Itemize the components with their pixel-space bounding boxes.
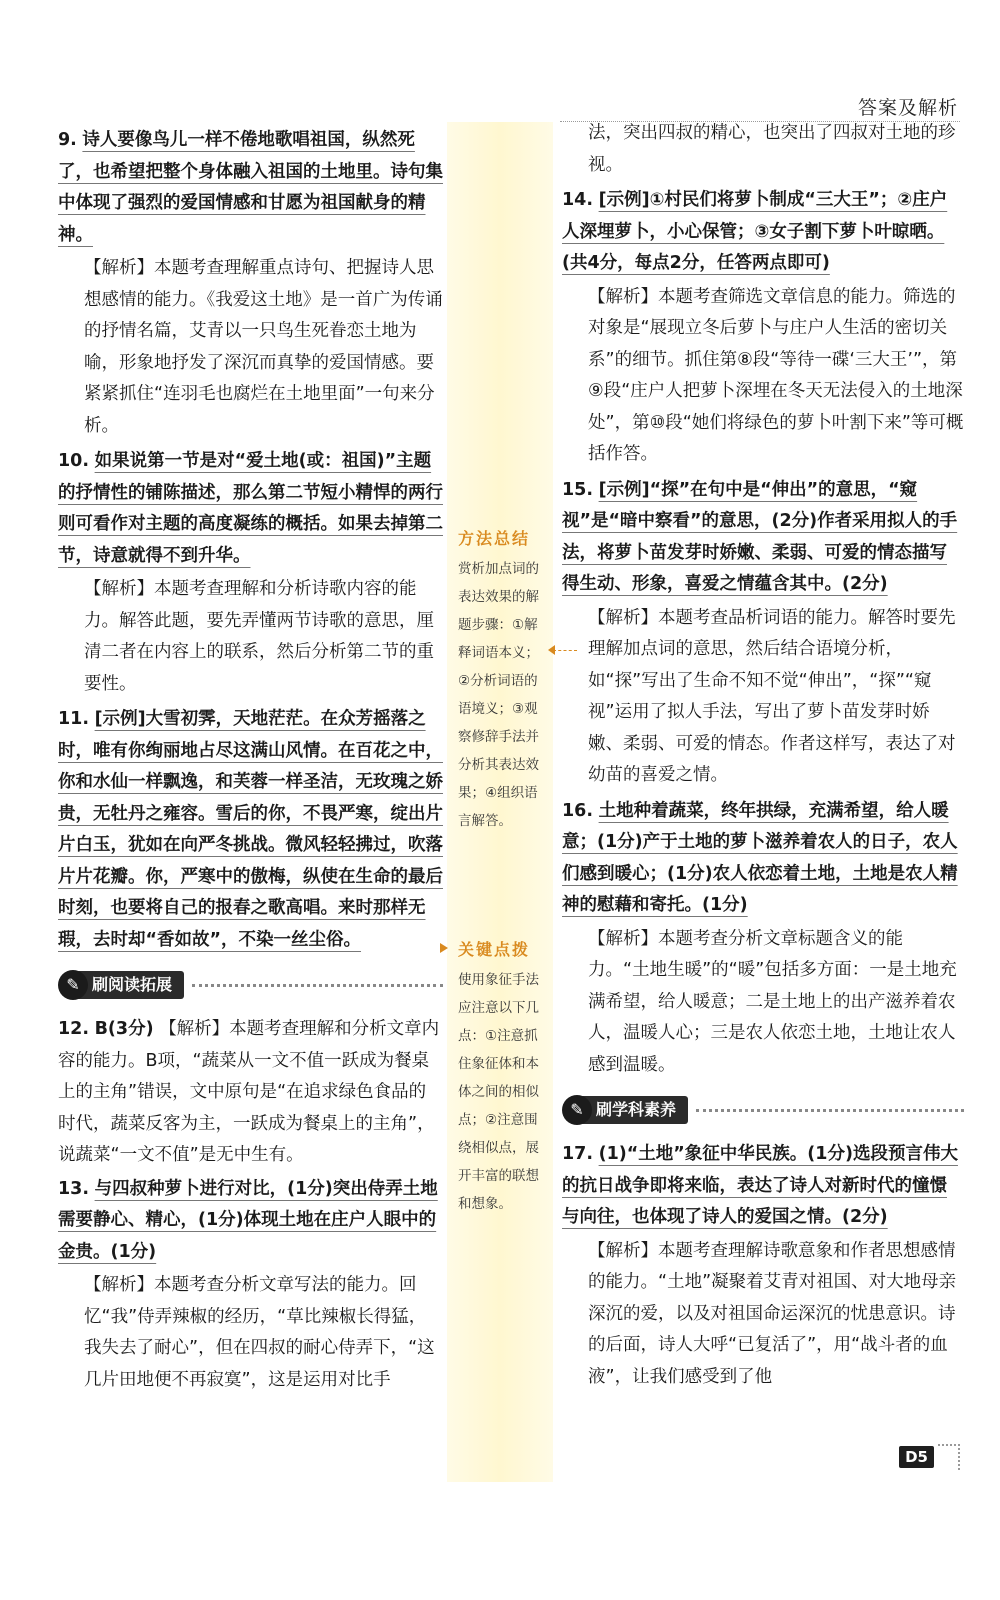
method-summary-box — [458, 525, 550, 835]
arrow-right-icon — [440, 943, 448, 953]
answer-text: [示例]“探”在句中是“伸出”的意思，“窥视”是“暗中察看”的意思，(2分)作者采用拟人的手法，将萝卜苗发芽时娇嫩、柔弱、可爱的情态描写得生动、形象，喜爱之情蕴含其中。(2分) — [562, 479, 958, 594]
question-number: 12. — [58, 1019, 90, 1039]
analysis-text: 【解析】本题考查理解诗歌意象和作者思想感情的能力。“土地”凝聚着艾青对祖国、对大地母亲深沉的爱，以及对祖国命运深沉的忧患意识。诗的后面，诗人大呼“已复活了”，用“战斗者的血液”，让我们感受到了他 — [588, 1240, 957, 1387]
method-summary-text: 赏析加点词的表达效果的解题步骤：①解释词语本义；②分析词语的语境义；③观察修辞手法并分析其表达效果；④组织语言解答。 — [458, 561, 539, 829]
answer-text: 如果说第一节是对“爱土地(或：祖国)”主题的抒情性的铺陈描述，那么第二节短小精悍的两行则可看作对主题的高度凝练的概括。如果去掉第二节，诗意就得不到升华。 — [58, 451, 443, 566]
analysis-text: 【解析】本题考查分析文章标题含义的能力。“土地生暖”的“暖”包括多方面：一是土地充满希望，给人暖意；二是土地上的出产滋养着农人，温暖人心；三是农人依恋土地，土地让农人感到温暖。 — [588, 928, 957, 1075]
pencil-icon: ✎ — [58, 970, 88, 1000]
key-tip-box — [458, 936, 550, 1218]
question-number: 17. — [562, 1144, 594, 1164]
answer-text: (1)“土地”象征中华民族。(1分)选段预言伟大的抗日战争即将来临，表达了诗人对新时代的憧憬与向往，也体现了诗人的爱国之情。(2分) — [562, 1144, 958, 1227]
answer-text: [示例]大雪初霁，天地茫茫。在众芳摇落之时，唯有你绚丽地占尽这满山风情。在百花之中，你和水仙一样飘逸，和芙蓉一样圣洁，无玫瑰之娇贵，无牡丹之雍容。雪后的你，不畏严寒，绽出片片白玉，犹如在向严冬挑战。微风轻轻拂过，吹落片片花瓣。你，严寒中的傲梅，纵使在生命的最后时刻，也要将自己的报春之歌高唱。来时那样无瑕，去时却“香如故”，不染一丝尘俗。 — [58, 709, 443, 950]
analysis-text: 【解析】本题考查筛选文章信息的能力。筛选的对象是“展现立冬后萝卜与庄户人生活的密切关系”的细节。抓住第⑧段“等待一碟‘三大王’”，第⑨段“庄户人把萝卜深埋在冬天无法侵入的土地深处”，第⑩段“她们将绿色的萝卜叶割下来”等可概括作答。 — [588, 286, 964, 464]
analysis-text: 【解析】本题考查品析词语的能力。解答时要先理解加点词的意思，然后结合语境分析，如“探”写出了生命不知不觉“伸出”，“探”“窥视”运用了拟人手法，写出了萝卜苗发芽时娇嫩、柔弱、可爱的情态。作者这样写，表达了对幼苗的喜爱之情。 — [588, 607, 956, 785]
question-number: 9. — [58, 130, 77, 150]
question-number: 14. — [562, 190, 594, 210]
question-number: 13. — [58, 1178, 90, 1199]
question-number: 11. — [58, 709, 90, 729]
question-16 — [562, 796, 964, 922]
key-tip-text: 使用象征手法应注意以下几点：①注意抓住象征体和本体之间的相似点；②注意围绕相似点，展开丰富的联想和想象。 — [458, 972, 539, 1212]
analysis-text: 【解析】本题考查理解重点诗句、把握诗人思想感情的能力。《我爱这土地》是一首广为传诵的抒情名篇，艾青以一只鸟生死眷恋土地为喻，形象地抒发了深沉而真挚的爱国情感。要紧紧抓住“连羽毛也腐烂在土地里面”一句来分析。 — [84, 258, 443, 436]
question-12 — [58, 1014, 443, 1172]
question-13 — [58, 1174, 443, 1269]
question-17 — [562, 1139, 964, 1234]
left-column — [58, 125, 443, 1400]
question-11 — [58, 704, 443, 956]
answer-text: [示例]①村民们将萝卜制成“三大王”；②庄户人深埋萝卜，小心保管；③女子割下萝卜叶晾晒。(共4分，每点2分，任答两点即可) — [562, 190, 948, 273]
question-number: 15. — [562, 479, 594, 500]
question-number: 16. — [562, 800, 594, 821]
banner-dotted-line — [192, 984, 443, 987]
key-tip-title: 关键点拨 — [458, 940, 531, 959]
analysis-text: 【解析】本题考查理解和分析诗歌内容的能力。解答此题，要先弄懂两节诗歌的意思，厘清二者在内容上的联系，然后分析第二节的重要性。 — [84, 579, 434, 694]
question-10 — [58, 446, 443, 572]
question-number: 10. — [58, 451, 90, 471]
arrow-left-icon — [548, 645, 555, 655]
answer-text: 诗人要像鸟儿一样不倦地歌唱祖国，纵然死了，也希望把整个身体融入祖国的土地里。诗句集中体现了强烈的爱国情感和甘愿为祖国献身的精神。 — [58, 130, 443, 245]
section-banner-literacy — [562, 1095, 964, 1125]
section-title: 刷阅读拓展 — [76, 971, 184, 999]
page-corner-dots — [938, 1444, 960, 1470]
page-number: D5 — [899, 1446, 934, 1468]
answer-text: 土地种着蔬菜，终年拱绿，充满希望，给人暖意；(1分)产于土地的萝卜滋养着农人的日子，农人们感到暖心；(1分)农人依恋着土地，土地是农人精神的慰藉和寄托。(1分) — [562, 800, 958, 915]
question-14 — [562, 185, 964, 280]
page-header-title: 答案及解析 — [857, 97, 958, 119]
answer-text: 与四叔种萝卜进行对比，(1分)突出侍弄土地需要静心、精心，(1分)体现土地在庄户人眼中的金贵。(1分) — [58, 1178, 438, 1262]
answer-text: B(3分) — [94, 1019, 154, 1039]
analysis-continued: 法，突出四叔的精心，也突出了四叔对土地的珍视。 — [588, 123, 956, 175]
banner-dotted-line — [696, 1109, 964, 1112]
analysis-text: 【解析】本题考查分析文章写法的能力。回忆“我”侍弄辣椒的经历，“草比辣椒长得猛，我失去了耐心”，但在四叔的耐心侍弄下，“这几片田地便不再寂寞”，这是运用对比手 — [84, 1275, 435, 1390]
analysis-text: 【解析】本题考查理解和分析文章内容的能力。B项，“蔬菜从一文不值一跃成为餐桌上的主角”错误，文中原句是“在追求绿色食品的时代，蔬菜反客为主，一跃成为餐桌上的主角”，说蔬菜“一文不值”是无中生有。 — [58, 1019, 440, 1165]
pencil-icon: ✎ — [562, 1095, 592, 1125]
question-15 — [562, 475, 964, 601]
question-9 — [58, 125, 443, 251]
right-column — [562, 118, 964, 1397]
method-summary-title: 方法总结 — [458, 529, 531, 548]
section-banner-reading — [58, 970, 443, 1000]
section-title: 刷学科素养 — [580, 1096, 688, 1124]
